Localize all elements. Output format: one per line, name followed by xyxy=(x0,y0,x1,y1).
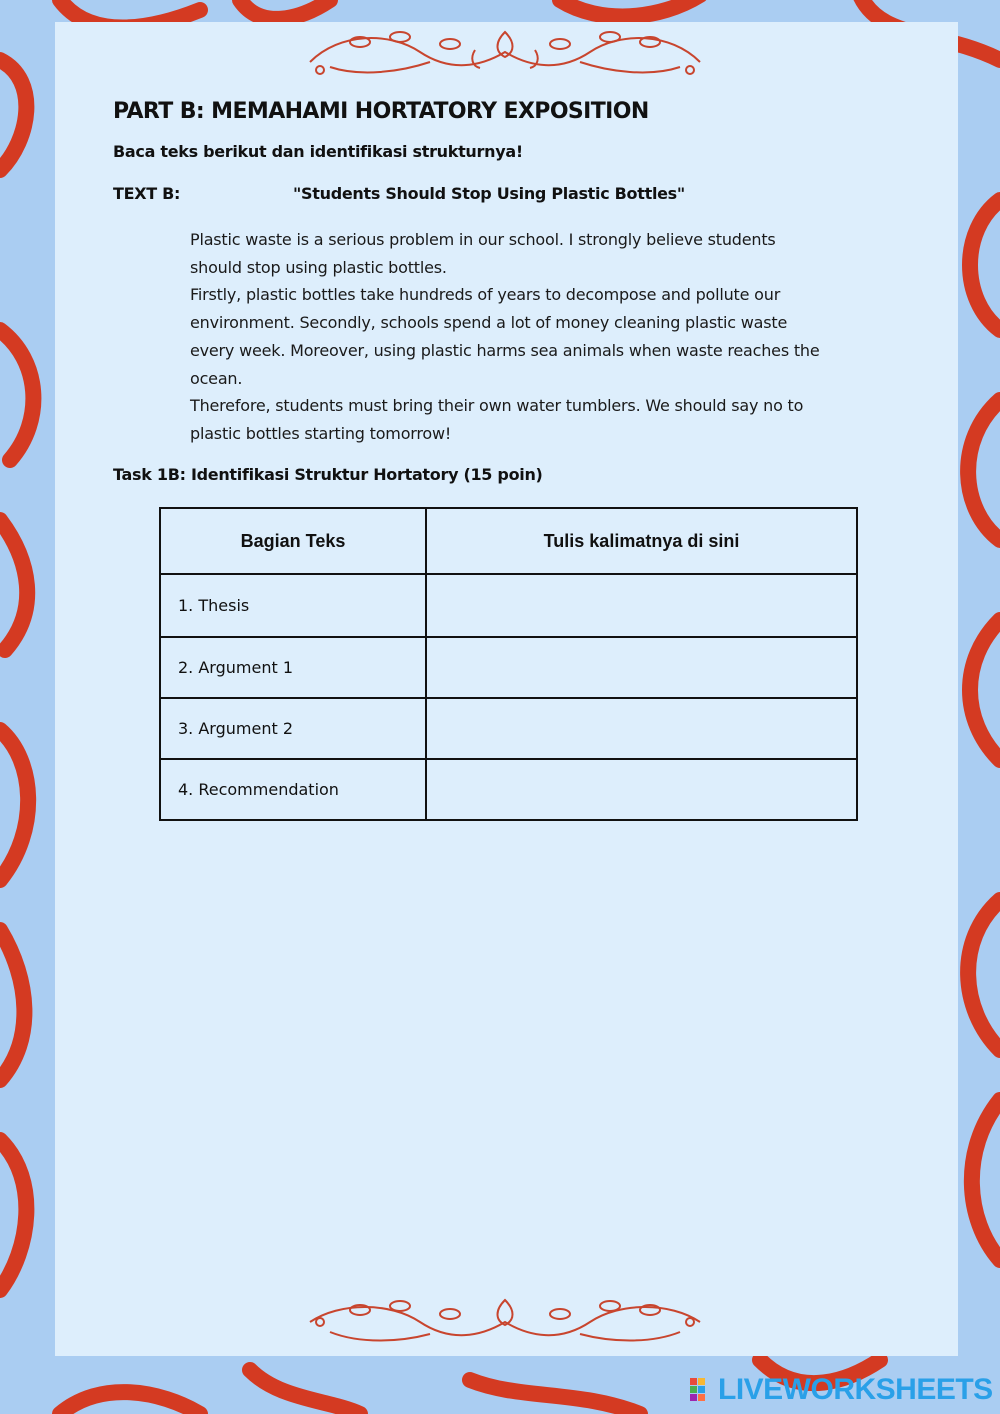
table-row xyxy=(160,574,857,637)
passage-paragraph-arguments: Firstly, plastic bottles take hundreds of years to decompose and pollute our environment. Secondly, schools spend a lot of money cleaning plastic waste every week. Moreover, using plastic harms sea animals when waste reaches the ocean. xyxy=(190,285,820,388)
instruction-text: Baca teks berikut dan identifikasi strukturnya! xyxy=(113,142,523,161)
passage-paragraph-recommendation: Therefore, students must bring their own water tumblers. We should say no to plastic bottles starting tomorrow! xyxy=(190,396,804,443)
structure-table xyxy=(159,507,858,821)
table-header-row xyxy=(160,508,857,574)
table-cell-part: 4. Recommendation xyxy=(160,759,426,820)
text-label: TEXT B: xyxy=(113,184,181,203)
table-cell-part: 3. Argument 2 xyxy=(160,698,426,759)
table-header-answer: Tulis kalimatnya di sini xyxy=(426,508,857,574)
answer-field-recommendation[interactable] xyxy=(426,759,857,820)
liveworksheets-logo-icon xyxy=(690,1378,714,1402)
passage-paragraph-thesis: Plastic waste is a serious problem in our school. I strongly believe students should stop using plastic bottles. xyxy=(190,230,776,277)
liveworksheets-logo[interactable] xyxy=(690,1372,993,1408)
table-row xyxy=(160,637,857,698)
answer-field-argument-2[interactable] xyxy=(426,698,857,759)
table-cell-part: 2. Argument 1 xyxy=(160,637,426,698)
task-label: Task 1B: Identifikasi Struktur Hortatory (15 poin) xyxy=(113,465,543,484)
reading-passage xyxy=(190,226,830,448)
floral-ornament-icon xyxy=(300,1292,710,1352)
page-title: PART B: MEMAHAMI HORTATORY EXPOSITION xyxy=(113,99,649,124)
floral-ornament-icon xyxy=(300,22,710,82)
answer-field-thesis[interactable] xyxy=(426,574,857,637)
table-row xyxy=(160,759,857,820)
table-cell-part: 1. Thesis xyxy=(160,574,426,637)
table-header-part: Bagian Teks xyxy=(160,508,426,574)
text-title: "Students Should Stop Using Plastic Bottles" xyxy=(293,184,685,203)
answer-field-argument-1[interactable] xyxy=(426,637,857,698)
table-row xyxy=(160,698,857,759)
liveworksheets-logo-text: LIVEWORKSHEETS xyxy=(718,1373,993,1406)
